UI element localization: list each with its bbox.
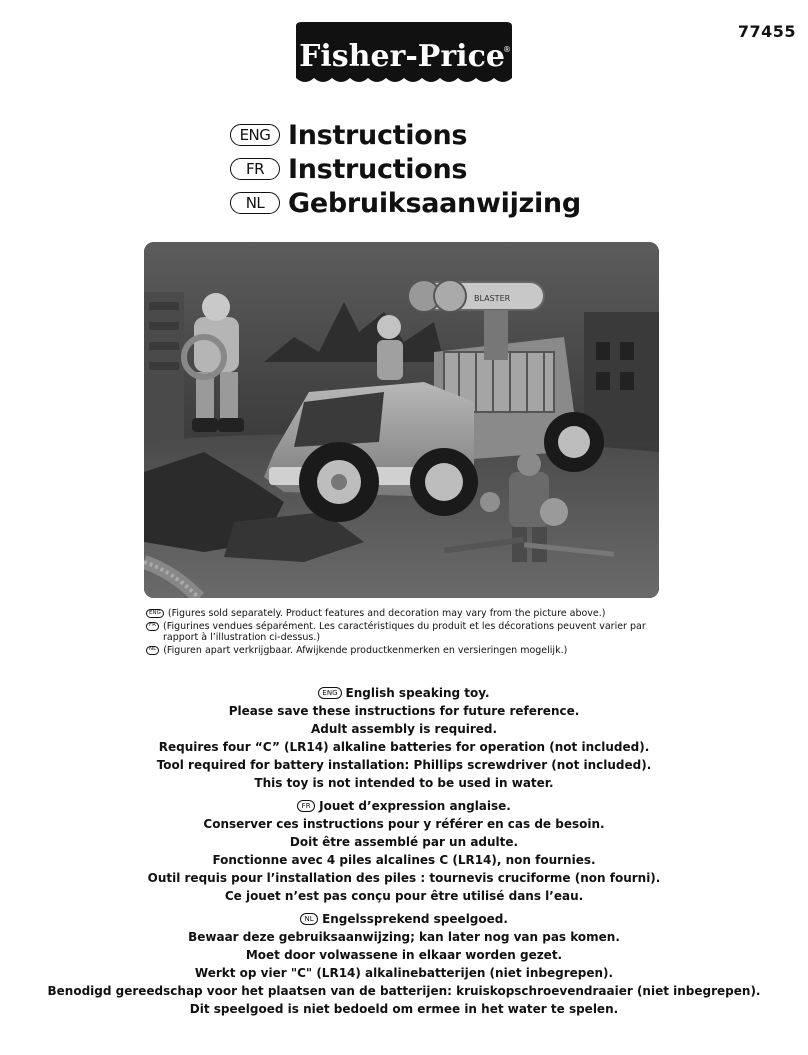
- language-sections: [0, 684, 808, 1023]
- section-heading-text: Jouet d’expression anglaise.: [319, 799, 511, 813]
- title-row-nl: [230, 186, 581, 220]
- lang-badge-eng: ENG: [230, 124, 280, 146]
- lang-badge-nl: NL: [300, 913, 318, 925]
- section-line: Dit speelgoed is niet bedoeld om ermee in het water te spelen.: [189, 1002, 619, 1016]
- product-number: 77455: [737, 22, 796, 41]
- section-line: Moet door volwassene in elkaar worden gezet.: [245, 948, 563, 962]
- fisher-price-logo: [290, 22, 518, 94]
- lang-badge-fr: FR: [146, 622, 159, 631]
- section-nl: [0, 910, 808, 1018]
- section-line: Tool required for battery installation: Phillips screwdriver (not included).: [156, 758, 652, 772]
- disclaimer-fr: [146, 621, 666, 644]
- cannon-label: BLASTER: [474, 294, 511, 303]
- disclaimer-text: (Figuren apart verkrijgbaar. Afwijkende productkenmerken en versieringen mogelijk.): [163, 644, 568, 656]
- section-line: Please save these instructions for future reference.: [228, 704, 580, 718]
- section-line: Doit être assemblé par un adulte.: [289, 835, 519, 849]
- lang-badge-fr: FR: [297, 800, 315, 812]
- lang-badge-nl: NL: [146, 646, 159, 655]
- section-line: Outil requis pour l’installation des piles : tournevis cruciforme (non fourni).: [147, 871, 661, 885]
- section-line: Bewaar deze gebruiksaanwijzing; kan later nog van pas komen.: [188, 930, 620, 944]
- section-heading: [0, 684, 808, 702]
- section-heading-text: English speaking toy.: [345, 686, 490, 700]
- title-eng: Instructions: [288, 119, 468, 151]
- disclaimer-text: (Figurines vendues séparément. Les caractéristiques du produit et les décorations peuvent varier par rapport à l’illustration ci-dessus.): [163, 620, 646, 643]
- title-nl: Gebruiksaanwijzing: [288, 187, 581, 219]
- section-heading: [0, 797, 808, 815]
- section-line: Benodigd gereedschap voor het plaatsen van de batterijen: kruiskopschroevendraaier (niet inbegrepen).: [47, 984, 761, 998]
- title-block: [230, 118, 581, 220]
- trademark-symbol: ®: [503, 45, 511, 54]
- lang-badge-eng: ENG: [146, 609, 164, 618]
- lang-badge-nl: NL: [230, 192, 280, 214]
- section-heading-text: Engelssprekend speelgoed.: [322, 912, 508, 926]
- section-line: Conserver ces instructions pour y référer en cas de besoin.: [203, 817, 605, 831]
- disclaimer-eng: [146, 608, 666, 620]
- section-heading: [0, 910, 808, 928]
- section-line: This toy is not intended to be used in water.: [254, 776, 554, 790]
- disclaimer-text: (Figures sold separately. Product features and decoration may vary from the picture above.): [167, 608, 606, 619]
- section-fr: [0, 797, 808, 905]
- disclaimer-nl: [146, 645, 666, 657]
- title-row-fr: [230, 152, 581, 186]
- section-line: Adult assembly is required.: [310, 722, 498, 736]
- disclaimer-block: [146, 608, 666, 657]
- section-line: Ce jouet n’est pas conçu pour être utilisé dans l’eau.: [224, 889, 584, 903]
- product-photo: [144, 242, 659, 598]
- logo-wordmark: Fisher-Price: [299, 39, 505, 74]
- section-line: Fonctionne avec 4 piles alcalines C (LR14), non fournies.: [212, 853, 596, 867]
- section-eng: [0, 684, 808, 792]
- section-line: Requires four “C” (LR14) alkaline batteries for operation (not included).: [158, 740, 650, 754]
- lang-badge-fr: FR: [230, 158, 280, 180]
- title-fr: Instructions: [288, 153, 468, 185]
- lang-badge-eng: ENG: [318, 687, 341, 699]
- title-row-eng: [230, 118, 581, 152]
- section-line: Werkt op vier "C" (LR14) alkalinebatterijen (niet inbegrepen).: [194, 966, 614, 980]
